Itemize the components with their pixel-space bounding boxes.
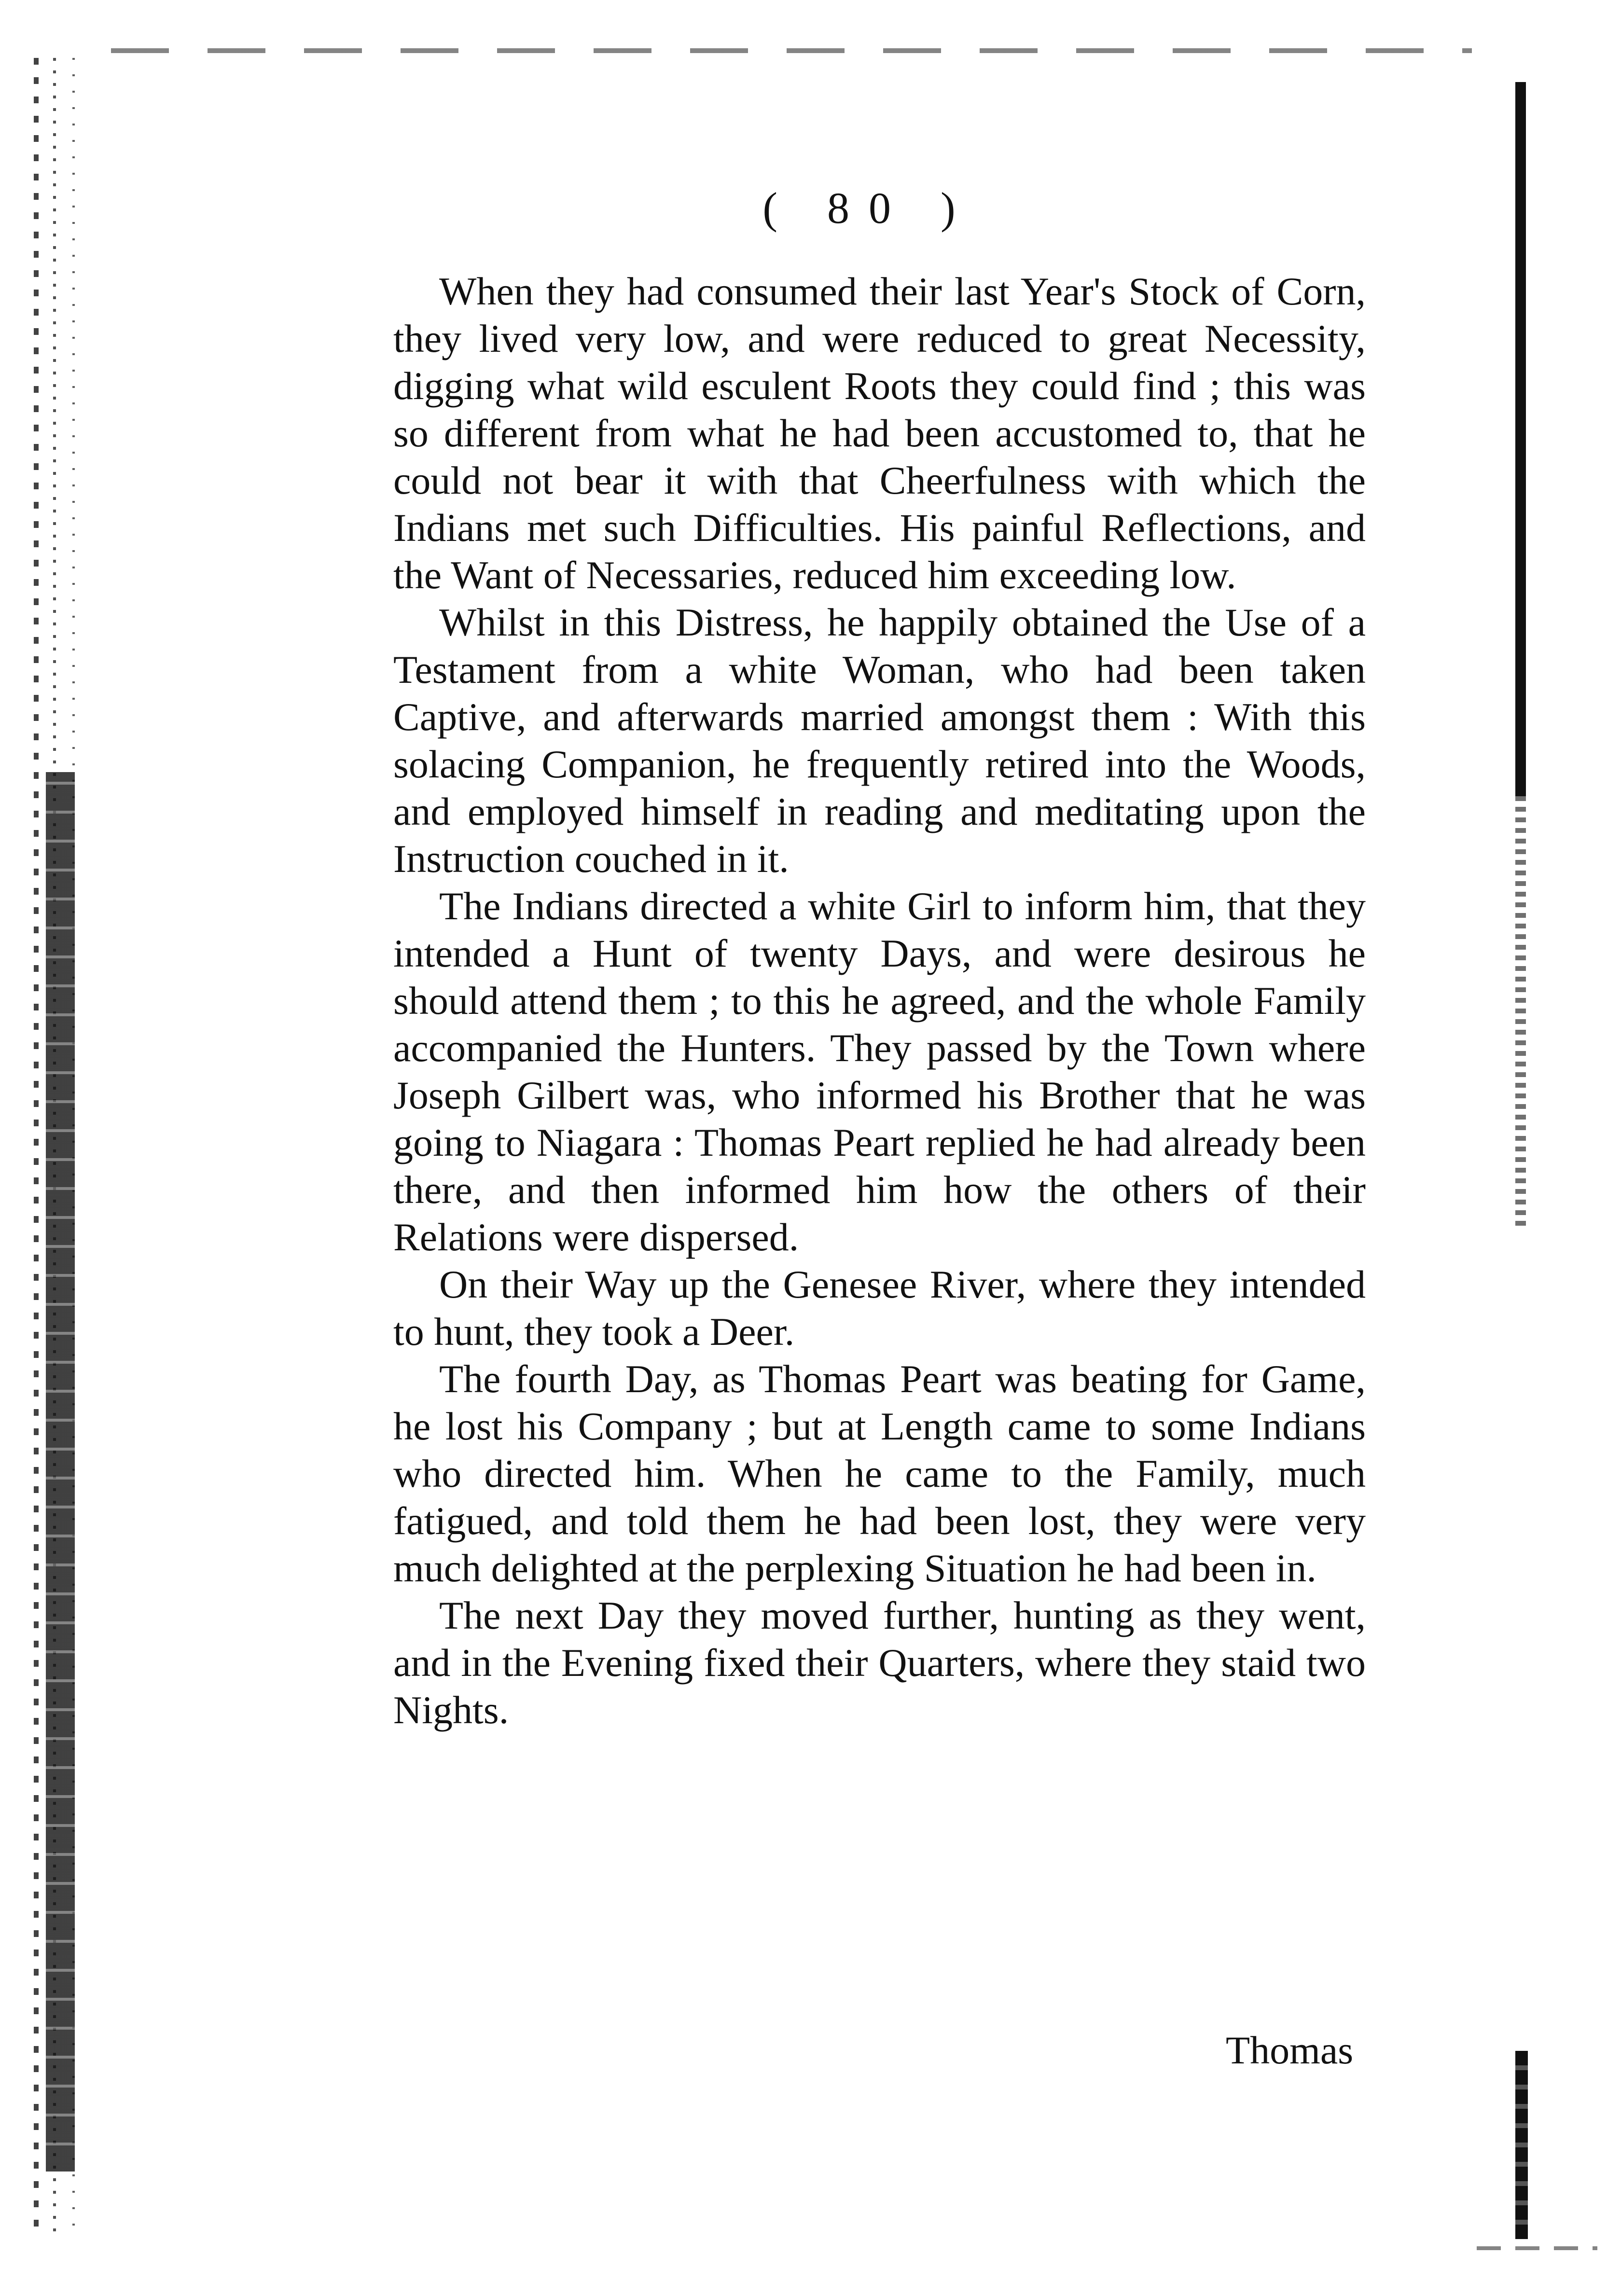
body-text [393,268,1366,1734]
paragraph: When they had consumed their last Year's Stock of Corn, they lived very low, and were reduced to great Necessity, digging what wild esculent Roots they could find ; this was so different from what he had been accustomed to, that he could not bear it with that Cheerfulness with which the Indians met such Difficulties. His painful Reflections, and the Want of Necessaries, reduced him exceeding low. [393,269,1366,597]
paragraph: The Indians directed a white Girl to inform him, that they intended a Hunt of twenty Days, and were desirous he should attend them ; to this he agreed, and the whole Family accompanied the Hunters. They passed by the Town where Joseph Gilbert was, who informed his Brother that he was going to Niagara : Thomas Peart replied he had already been there, and then informed him how the others of their Relations were dispersed. [393,884,1366,1259]
scan-edge-right [1515,82,1526,796]
scan-edge-right-speckle [1515,796,1526,1231]
scan-edge-top [111,48,1472,53]
paragraph: Whilst in this Distress, he happily obtained the Use of a Testament from a white Woman, who had been taken Captive, and afterwards married amongst them : With this solacing Companion, he frequently retired into the Woods, and employed himself in reading and meditating upon the Instruction couched in it. [393,600,1366,881]
catchword: Thomas [1226,2028,1354,2072]
scan-edge-left-shadow [46,772,75,2172]
paragraph: On their Way up the Genesee River, where they intended to hunt, they took a Deer. [393,1262,1366,1354]
paragraph: The next Day they moved further, hunting as they went, and in the Evening fixed their Quarters, where they staid two Nights. [393,1593,1366,1732]
scan-edge-right-bottom [1515,2051,1528,2239]
page-number: ( 80 ) [762,183,975,233]
paragraph: The fourth Day, as Thomas Peart was beating for Game, he lost his Company ; but at Length came to some Indians who directed him. When he came to the Family, much fatigued, and told them he had been lost, they were very much delighted at the perplexing Situation he had been in. [393,1357,1366,1590]
scan-edge-bottom [1477,2246,1597,2250]
